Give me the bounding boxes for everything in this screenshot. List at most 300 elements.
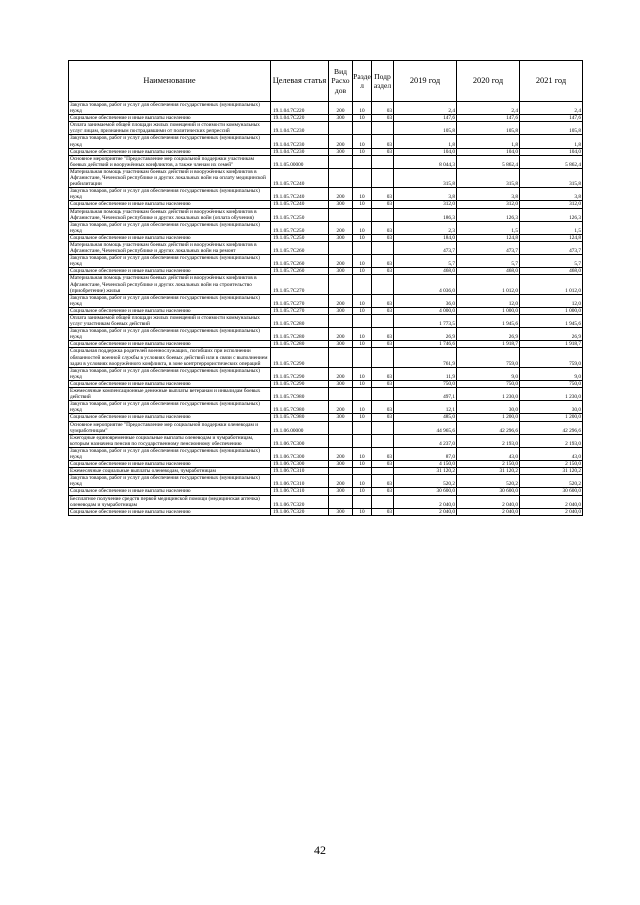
table-row <box>69 434 583 447</box>
row-target-article: 19.1.06.7С320 <box>271 495 329 508</box>
row-value-2019: 520,2 <box>394 475 457 488</box>
row-name: Социальное обеспечение и иные выплаты населению <box>69 508 271 515</box>
row-value-2019: 2 040,0 <box>394 495 457 508</box>
row-subsection: 03 <box>372 188 394 201</box>
table-row <box>69 508 583 515</box>
table-row <box>69 447 583 460</box>
row-target-article: 19.1.04.7С220 <box>271 102 329 115</box>
header-name: Наименование <box>69 61 271 102</box>
header-section: Разде л <box>353 61 372 102</box>
row-name: Материальная помощь участникам боевых действий и вооружённых конфликтов в Афганистане, Чеченской республике и других локальных войн на ремонт <box>69 241 271 254</box>
row-value-2021: 26,9 <box>520 328 583 341</box>
table-row <box>69 168 583 187</box>
row-target-article: 19.1.05.7С280 <box>271 341 329 348</box>
table-row <box>69 221 583 234</box>
row-subsection: 03 <box>372 367 394 380</box>
header-target-article: Целевая статья <box>271 61 329 102</box>
row-subsection <box>372 388 394 401</box>
row-value-2019: 473,7 <box>394 241 457 254</box>
row-expense-type: 200 <box>329 255 353 268</box>
row-value-2020: 105,8 <box>457 122 520 135</box>
row-section <box>353 168 372 187</box>
row-subsection <box>372 315 394 328</box>
row-subsection: 03 <box>372 488 394 495</box>
row-section: 10 <box>353 461 372 468</box>
row-section: 10 <box>353 115 372 122</box>
row-target-article: 19.1.04.7С230 <box>271 135 329 148</box>
row-target-article: 19.1.06.7С320 <box>271 508 329 515</box>
header-year-2021: 2021 год <box>520 61 583 102</box>
row-name: Социальное обеспечение и иные выплаты населению <box>69 380 271 387</box>
row-section: 10 <box>353 341 372 348</box>
row-section: 10 <box>353 508 372 515</box>
row-expense-type: 300 <box>329 307 353 314</box>
row-target-article: 19.1.05.7С240 <box>271 188 329 201</box>
row-target-article: 19.1.05.7С260 <box>271 268 329 275</box>
row-section: 10 <box>353 447 372 460</box>
row-target-article: 19.1.05.7С280 <box>271 328 329 341</box>
row-value-2021: 312,0 <box>520 201 583 208</box>
row-value-2021: 2 150,0 <box>520 461 583 468</box>
row-expense-type: 300 <box>329 268 353 275</box>
row-value-2019: 4 237,0 <box>394 434 457 447</box>
row-target-article: 19.1.05.7С240 <box>271 168 329 187</box>
row-value-2020: 26,9 <box>457 328 520 341</box>
table-row <box>69 348 583 367</box>
row-name: Закупка товаров, работ и услуг для обеспечения государственных (муниципальных) нужд <box>69 328 271 341</box>
row-name: Основное мероприятие "Предоставление мер социальной поддержки оленеводам и чумработницам" <box>69 421 271 434</box>
row-subsection: 03 <box>372 341 394 348</box>
row-section <box>353 434 372 447</box>
row-subsection: 03 <box>372 307 394 314</box>
table-row <box>69 234 583 241</box>
row-expense-type: 200 <box>329 447 353 460</box>
table-row <box>69 414 583 421</box>
row-section: 10 <box>353 414 372 421</box>
row-section <box>353 275 372 294</box>
row-value-2021: 468,0 <box>520 268 583 275</box>
table-row <box>69 488 583 495</box>
row-expense-type: 200 <box>329 294 353 307</box>
row-value-2020: 31 120,2 <box>457 468 520 475</box>
row-target-article: 19.1.05.7С250 <box>271 208 329 221</box>
table-row <box>69 495 583 508</box>
row-expense-type: 200 <box>329 221 353 234</box>
row-value-2020: 30 600,0 <box>457 488 520 495</box>
row-value-2020: 750,0 <box>457 380 520 387</box>
row-value-2019: 1 746,6 <box>394 341 457 348</box>
row-section: 10 <box>353 221 372 234</box>
row-target-article: 19.1.04.7С220 <box>271 115 329 122</box>
row-target-article: 19.1.05.7С980 <box>271 414 329 421</box>
row-subsection <box>372 208 394 221</box>
row-expense-type: 200 <box>329 188 353 201</box>
row-value-2021: 31 120,2 <box>520 468 583 475</box>
row-expense-type <box>329 348 353 367</box>
row-name: Социальное обеспечение и иные выплаты населению <box>69 201 271 208</box>
row-value-2021: 30 600,0 <box>520 488 583 495</box>
row-value-2021: 105,8 <box>520 122 583 135</box>
row-expense-type <box>329 495 353 508</box>
row-name: Социальное обеспечение и иные выплаты населению <box>69 488 271 495</box>
row-value-2021: 5 862,4 <box>520 155 583 168</box>
row-target-article: 19.1.04.7С230 <box>271 148 329 155</box>
row-value-2019: 5,7 <box>394 255 457 268</box>
row-expense-type <box>329 468 353 475</box>
header-year-2020: 2020 год <box>457 61 520 102</box>
row-name: Закупка товаров, работ и услуг для обеспечения государственных (муниципальных) нужд <box>69 447 271 460</box>
row-subsection: 03 <box>372 294 394 307</box>
row-expense-type: 200 <box>329 328 353 341</box>
row-subsection: 03 <box>372 115 394 122</box>
table-row <box>69 201 583 208</box>
table-row <box>69 380 583 387</box>
row-value-2020: 104,0 <box>457 148 520 155</box>
row-value-2021: 124,8 <box>520 234 583 241</box>
row-value-2021: 104,0 <box>520 148 583 155</box>
row-value-2019: 761,9 <box>394 348 457 367</box>
row-value-2019: 104,0 <box>394 148 457 155</box>
row-value-2019: 468,0 <box>394 268 457 275</box>
row-section <box>353 315 372 328</box>
row-subsection: 03 <box>372 475 394 488</box>
row-value-2019: 44 965,6 <box>394 421 457 434</box>
row-value-2020: 5 862,4 <box>457 155 520 168</box>
row-name: Ежемесячные компенсационные денежные выплаты ветеранам и инвалидам боевых действий <box>69 388 271 401</box>
row-name: Социальное обеспечение и иные выплаты населению <box>69 414 271 421</box>
row-value-2020: 124,8 <box>457 234 520 241</box>
row-name: Материальная помощь участникам боевых действий и вооружённых конфликтов в Афганистане, Чеченской республике и других локальных войн на строительство (приобретение) жилья <box>69 275 271 294</box>
row-value-2021: 2,4 <box>520 102 583 115</box>
row-subsection <box>372 168 394 187</box>
row-expense-type <box>329 421 353 434</box>
row-value-2019: 36,0 <box>394 294 457 307</box>
row-value-2021: 759,0 <box>520 348 583 367</box>
header-year-2019: 2019 год <box>394 61 457 102</box>
table-row <box>69 208 583 221</box>
row-section: 10 <box>353 135 372 148</box>
row-name: Оплата занимаемой общей площади жилых помещений и стоимости коммунальных услуг лицам, признанным пострадавшими от политических репрессий <box>69 122 271 135</box>
row-section <box>353 208 372 221</box>
row-section: 10 <box>353 201 372 208</box>
budget-table <box>68 60 583 516</box>
row-value-2019: 26,9 <box>394 328 457 341</box>
row-target-article: 19.1.05.7С290 <box>271 348 329 367</box>
row-value-2019: 184,0 <box>394 234 457 241</box>
row-expense-type: 200 <box>329 475 353 488</box>
row-value-2021: 315,8 <box>520 168 583 187</box>
row-expense-type: 200 <box>329 367 353 380</box>
row-value-2019: 147,6 <box>394 115 457 122</box>
row-target-article: 19.1.05.7С290 <box>271 380 329 387</box>
row-expense-type <box>329 155 353 168</box>
row-expense-type <box>329 434 353 447</box>
table-row <box>69 135 583 148</box>
row-expense-type <box>329 168 353 187</box>
row-target-article: 19.1.05.7С280 <box>271 315 329 328</box>
table-row <box>69 421 583 434</box>
row-subsection <box>372 275 394 294</box>
row-subsection <box>372 495 394 508</box>
row-value-2020: 2 193,0 <box>457 434 520 447</box>
row-value-2021: 1 918,7 <box>520 341 583 348</box>
table-body <box>69 102 583 516</box>
page-number: 42 <box>314 843 326 857</box>
row-section <box>353 495 372 508</box>
table-row <box>69 268 583 275</box>
table-row <box>69 294 583 307</box>
row-target-article: 19.1.05.00000 <box>271 155 329 168</box>
row-value-2021: 9,0 <box>520 367 583 380</box>
row-section: 10 <box>353 488 372 495</box>
row-name: Ежемесячные социальные выплаты оленеводам, чумработницам <box>69 468 271 475</box>
row-value-2021: 126,3 <box>520 208 583 221</box>
row-value-2020: 9,0 <box>457 367 520 380</box>
row-subsection: 03 <box>372 401 394 414</box>
row-section <box>353 421 372 434</box>
row-target-article: 19.1.06.00000 <box>271 421 329 434</box>
row-expense-type: 300 <box>329 234 353 241</box>
row-section: 10 <box>353 102 372 115</box>
row-section: 10 <box>353 268 372 275</box>
row-target-article: 19.1.04.7С230 <box>271 122 329 135</box>
row-expense-type: 200 <box>329 135 353 148</box>
row-value-2020: 5,7 <box>457 255 520 268</box>
row-section: 10 <box>353 234 372 241</box>
table-row <box>69 122 583 135</box>
row-value-2019: 1 773,5 <box>394 315 457 328</box>
row-name: Закупка товаров, работ и услуг для обеспечения государственных (муниципальных) нужд <box>69 135 271 148</box>
table-row <box>69 307 583 314</box>
row-value-2019: 8 044,3 <box>394 155 457 168</box>
row-value-2021: 1,8 <box>520 135 583 148</box>
table-row <box>69 148 583 155</box>
row-subsection <box>372 241 394 254</box>
row-section: 10 <box>353 401 372 414</box>
row-value-2020: 30,0 <box>457 401 520 414</box>
row-value-2020: 2 040,0 <box>457 508 520 515</box>
row-section <box>353 241 372 254</box>
row-expense-type: 300 <box>329 115 353 122</box>
row-value-2019: 312,0 <box>394 201 457 208</box>
row-subsection: 03 <box>372 508 394 515</box>
row-value-2019: 1,8 <box>394 135 457 148</box>
row-value-2019: 4 036,0 <box>394 275 457 294</box>
row-value-2020: 1 945,6 <box>457 315 520 328</box>
row-value-2021: 3,8 <box>520 188 583 201</box>
row-subsection <box>372 421 394 434</box>
row-value-2019: 87,0 <box>394 447 457 460</box>
row-value-2019: 2,3 <box>394 221 457 234</box>
table-row <box>69 328 583 341</box>
row-value-2020: 2,4 <box>457 102 520 115</box>
row-name: Социальное обеспечение и иные выплаты населению <box>69 115 271 122</box>
row-target-article: 19.1.05.7С980 <box>271 401 329 414</box>
row-value-2019: 11,9 <box>394 367 457 380</box>
row-name: Закупка товаров, работ и услуг для обеспечения государственных (муниципальных) нужд <box>69 401 271 414</box>
row-value-2019: 485,0 <box>394 414 457 421</box>
row-name: Закупка товаров, работ и услуг для обеспечения государственных (муниципальных) нужд <box>69 221 271 234</box>
row-value-2020: 520,2 <box>457 475 520 488</box>
table-row <box>69 115 583 122</box>
table-row <box>69 155 583 168</box>
row-target-article: 19.1.06.7С310 <box>271 468 329 475</box>
row-expense-type: 300 <box>329 341 353 348</box>
row-value-2021: 2 040,0 <box>520 495 583 508</box>
row-value-2021: 473,7 <box>520 241 583 254</box>
row-section <box>353 122 372 135</box>
header-expense-type: Вид Расхо дов <box>329 61 353 102</box>
row-target-article: 19.1.06.7С300 <box>271 461 329 468</box>
row-expense-type: 300 <box>329 461 353 468</box>
row-section: 10 <box>353 328 372 341</box>
row-target-article: 19.1.05.7С290 <box>271 367 329 380</box>
row-value-2020: 1 012,0 <box>457 275 520 294</box>
row-value-2021: 520,2 <box>520 475 583 488</box>
row-name: Социальное обеспечение и иные выплаты населению <box>69 307 271 314</box>
row-subsection <box>372 155 394 168</box>
row-section: 10 <box>353 188 372 201</box>
row-target-article: 19.1.05.7С250 <box>271 234 329 241</box>
table-row <box>69 255 583 268</box>
row-value-2019: 30 600,0 <box>394 488 457 495</box>
row-value-2020: 43,0 <box>457 447 520 460</box>
row-target-article: 19.1.05.7С270 <box>271 275 329 294</box>
row-value-2020: 12,0 <box>457 294 520 307</box>
row-subsection: 03 <box>372 447 394 460</box>
row-name: Социальное обеспечение и иные выплаты населению <box>69 234 271 241</box>
row-value-2020: 473,7 <box>457 241 520 254</box>
row-value-2021: 12,0 <box>520 294 583 307</box>
header-subsection: Подр аздел <box>372 61 394 102</box>
row-value-2020: 1 200,0 <box>457 414 520 421</box>
row-value-2019: 4 000,0 <box>394 307 457 314</box>
row-value-2019: 3,8 <box>394 188 457 201</box>
row-value-2021: 1 230,0 <box>520 388 583 401</box>
row-name: Закупка товаров, работ и услуг для обеспечения государственных (муниципальных) нужд <box>69 367 271 380</box>
row-value-2020: 315,8 <box>457 168 520 187</box>
row-value-2020: 759,0 <box>457 348 520 367</box>
row-value-2020: 2 150,0 <box>457 461 520 468</box>
row-expense-type: 300 <box>329 148 353 155</box>
row-value-2021: 1,5 <box>520 221 583 234</box>
table-row <box>69 275 583 294</box>
row-name: Закупка товаров, работ и услуг для обеспечения государственных (муниципальных) нужд <box>69 102 271 115</box>
row-expense-type <box>329 315 353 328</box>
row-name: Социальное обеспечение и иные выплаты населению <box>69 341 271 348</box>
row-value-2021: 1 000,0 <box>520 307 583 314</box>
row-target-article: 19.1.06.7С300 <box>271 434 329 447</box>
row-name: Основное мероприятие "Предоставление мер социальной поддержки участникам боевых действий и вооружённых конфликтов, а также членам их семей" <box>69 155 271 168</box>
row-value-2019: 105,8 <box>394 122 457 135</box>
table-row <box>69 241 583 254</box>
row-target-article: 19.1.05.7С260 <box>271 255 329 268</box>
table-row <box>69 475 583 488</box>
row-value-2020: 2 040,0 <box>457 495 520 508</box>
row-section <box>353 155 372 168</box>
row-section: 10 <box>353 367 372 380</box>
row-expense-type <box>329 208 353 221</box>
row-target-article: 19.1.05.7С980 <box>271 388 329 401</box>
row-subsection: 03 <box>372 414 394 421</box>
row-name: Социальная поддержка родителей военнослужащих, погибших при исполнении обязанностей военной службы в условиях боевых действий или в связи с выполнением задач в условиях вооружённого конфликта, в зоне контртеррористических операций <box>69 348 271 367</box>
row-name: Закупка товаров, работ и услуг для обеспечения государственных (муниципальных) нужд <box>69 255 271 268</box>
row-value-2020: 147,6 <box>457 115 520 122</box>
row-name: Ежегодные единовременные социальные выплаты оленеводам и чумработницам, которым назначена пенсия по государственному пенсионному обеспечению <box>69 434 271 447</box>
row-value-2021: 1 012,0 <box>520 275 583 294</box>
table-row <box>69 341 583 348</box>
row-subsection: 03 <box>372 135 394 148</box>
row-target-article: 19.1.05.7С250 <box>271 221 329 234</box>
row-value-2019: 2,4 <box>394 102 457 115</box>
row-name: Социальное обеспечение и иные выплаты населению <box>69 461 271 468</box>
row-subsection <box>372 468 394 475</box>
row-value-2019: 2 040,0 <box>394 508 457 515</box>
row-section <box>353 468 372 475</box>
row-value-2021: 147,6 <box>520 115 583 122</box>
table-row <box>69 188 583 201</box>
row-name: Материальная помощь участникам боевых действий и вооружённых конфликтов в Афганистане, Чеченской республике и других локальных войн (оплата обучения) <box>69 208 271 221</box>
row-value-2019: 497,1 <box>394 388 457 401</box>
row-subsection: 03 <box>372 221 394 234</box>
row-value-2021: 2 040,0 <box>520 508 583 515</box>
row-value-2019: 186,3 <box>394 208 457 221</box>
row-subsection: 03 <box>372 255 394 268</box>
table-row <box>69 401 583 414</box>
row-target-article: 19.1.05.7С270 <box>271 307 329 314</box>
row-value-2021: 750,0 <box>520 380 583 387</box>
row-expense-type: 300 <box>329 380 353 387</box>
row-value-2020: 1,5 <box>457 221 520 234</box>
row-target-article: 19.1.05.7С260 <box>271 241 329 254</box>
row-name: Оплата занимаемой общей площади жилых помещений и стоимости коммунальных услуг участникам боевых действий <box>69 315 271 328</box>
budget-table-page <box>68 60 582 516</box>
row-section <box>353 348 372 367</box>
row-value-2020: 42 296,6 <box>457 421 520 434</box>
row-name: Закупка товаров, работ и услуг для обеспечения государственных (муниципальных) нужд <box>69 475 271 488</box>
row-value-2021: 2 193,0 <box>520 434 583 447</box>
row-value-2020: 1,8 <box>457 135 520 148</box>
table-row <box>69 468 583 475</box>
row-expense-type <box>329 241 353 254</box>
row-value-2021: 1 200,0 <box>520 414 583 421</box>
row-value-2021: 5,7 <box>520 255 583 268</box>
row-value-2021: 43,0 <box>520 447 583 460</box>
row-subsection: 03 <box>372 461 394 468</box>
row-section: 10 <box>353 148 372 155</box>
row-value-2020: 1 230,0 <box>457 388 520 401</box>
row-expense-type: 300 <box>329 508 353 515</box>
row-subsection: 03 <box>372 328 394 341</box>
row-subsection: 03 <box>372 102 394 115</box>
table-row <box>69 367 583 380</box>
row-target-article: 19.1.05.7С240 <box>271 201 329 208</box>
row-value-2019: 750,0 <box>394 380 457 387</box>
row-section: 10 <box>353 307 372 314</box>
row-expense-type: 200 <box>329 102 353 115</box>
row-value-2021: 1 945,6 <box>520 315 583 328</box>
table-row <box>69 388 583 401</box>
row-expense-type: 200 <box>329 401 353 414</box>
table-header-row <box>69 61 583 102</box>
row-value-2021: 30,0 <box>520 401 583 414</box>
row-name: Закупка товаров, работ и услуг для обеспечения государственных (муниципальных) нужд <box>69 294 271 307</box>
row-subsection: 03 <box>372 148 394 155</box>
table-row <box>69 102 583 115</box>
row-value-2019: 12,1 <box>394 401 457 414</box>
row-target-article: 19.1.05.7С270 <box>271 294 329 307</box>
row-section: 10 <box>353 380 372 387</box>
